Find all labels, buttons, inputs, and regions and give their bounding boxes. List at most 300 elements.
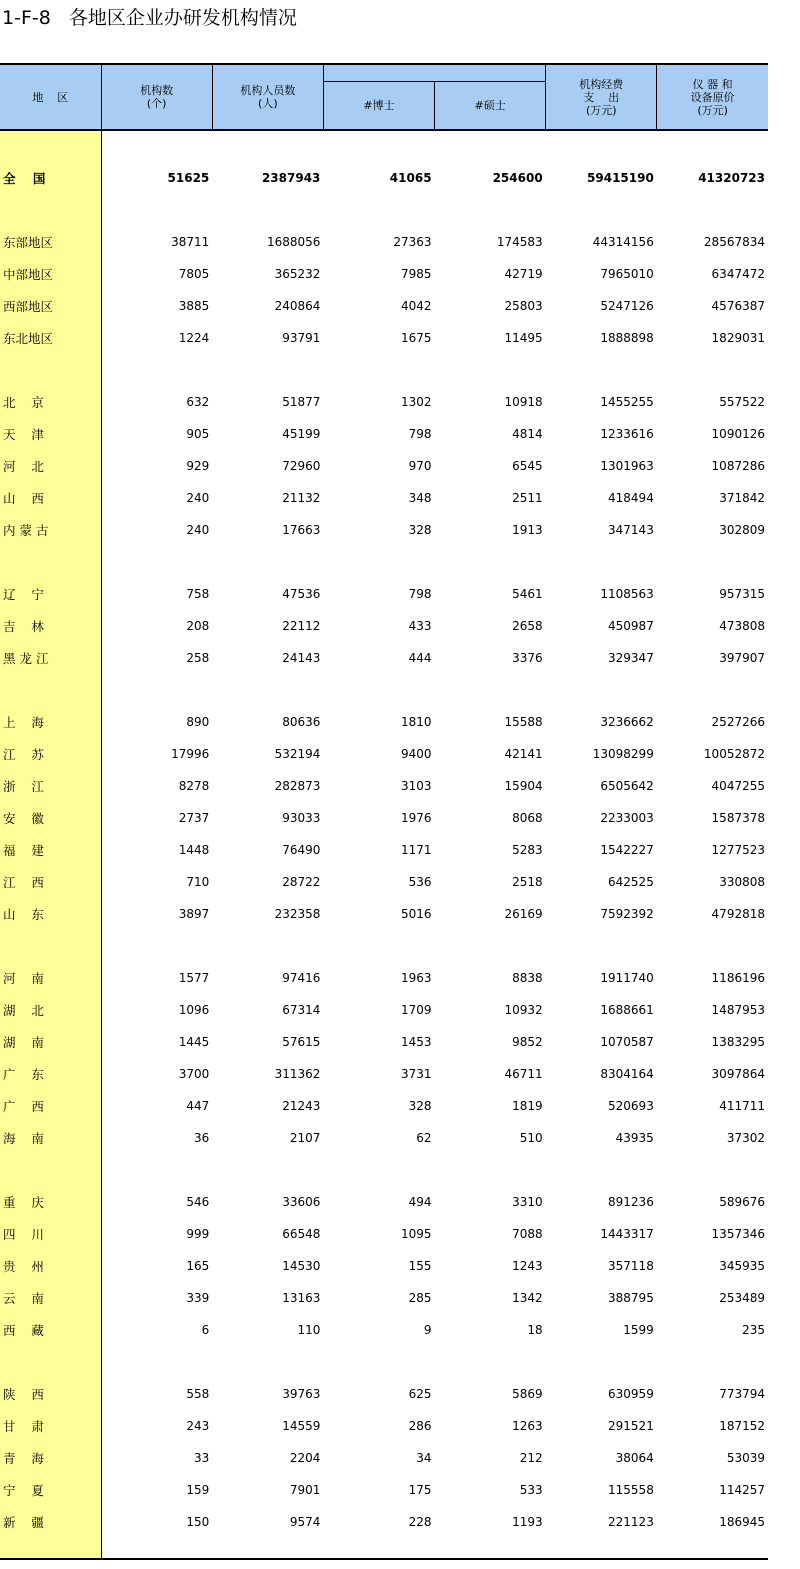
spacer-cell [212, 1154, 323, 1186]
equipment-cell: 3097864 [711, 1067, 765, 1081]
phd-cell: 285 [408, 1291, 432, 1305]
table-row [0, 514, 768, 546]
data-table-container [0, 63, 768, 1560]
spacer-cell [101, 1538, 212, 1559]
personnel-cell: 9574 [289, 1515, 321, 1529]
spacer-cell [212, 1538, 323, 1559]
region-name-cell: 山 东 [0, 898, 101, 930]
masters-cell: 2518 [512, 875, 543, 889]
phd-cell: 348 [408, 491, 432, 505]
expenditure-cell: 43935 [615, 1131, 654, 1145]
table-row [0, 322, 768, 354]
region-name-cell: 贵 州 [0, 1250, 101, 1282]
spacer-name-cell [0, 130, 101, 162]
masters-cell: 7088 [512, 1227, 543, 1241]
spacer-cell [323, 194, 434, 226]
spacer-cell [435, 674, 546, 706]
spacer-cell [657, 354, 768, 386]
personnel-cell: 21243 [282, 1099, 321, 1113]
spacer-cell [657, 930, 768, 962]
table-row [0, 1506, 768, 1538]
spacer-cell [657, 1538, 768, 1559]
spacer-cell [101, 930, 212, 962]
expenditure-cell: 1233616 [600, 427, 654, 441]
table-row [0, 1442, 768, 1474]
region-name-cell: 宁 夏 [0, 1474, 101, 1506]
table-row [0, 226, 768, 258]
phd-cell: 494 [408, 1195, 432, 1209]
table-row [0, 1122, 768, 1154]
expenditure-cell: 1688661 [600, 1003, 654, 1017]
spacer-cell [323, 1154, 434, 1186]
masters-cell: 510 [519, 1131, 543, 1145]
masters-cell: 1263 [512, 1419, 543, 1433]
masters-cell: 15588 [504, 715, 543, 729]
institutions-cell: 339 [186, 1291, 210, 1305]
spacer-cell [546, 674, 657, 706]
expenditure-cell: 44314156 [592, 235, 654, 249]
table-row [0, 1218, 768, 1250]
header-personnel-subgroup [323, 64, 545, 82]
masters-cell: 1193 [512, 1515, 543, 1529]
spacer-name-cell [0, 546, 101, 578]
personnel-cell: 311362 [274, 1067, 321, 1081]
spacer-cell [546, 546, 657, 578]
institutions-cell: 7805 [178, 267, 210, 281]
region-name-cell: 湖 南 [0, 1026, 101, 1058]
phd-cell: 970 [408, 459, 432, 473]
masters-cell: 3376 [512, 651, 543, 665]
expenditure-cell: 6505642 [600, 779, 654, 793]
equipment-cell: 1186196 [711, 971, 765, 985]
equipment-cell: 6347472 [711, 267, 765, 281]
spacer-cell [101, 674, 212, 706]
masters-cell: 25803 [504, 299, 543, 313]
spacer-cell [212, 194, 323, 226]
masters-cell: 8838 [512, 971, 543, 985]
personnel-cell: 240864 [274, 299, 321, 313]
expenditure-cell: 1455255 [600, 395, 654, 409]
table-row [0, 1378, 768, 1410]
personnel-cell: 66548 [282, 1227, 321, 1241]
expenditure-cell: 8304164 [600, 1067, 654, 1081]
equipment-cell: 28567834 [703, 235, 765, 249]
region-name-cell: 重 庆 [0, 1186, 101, 1218]
masters-cell: 1342 [512, 1291, 543, 1305]
region-name-cell: 吉 林 [0, 610, 101, 642]
spacer-cell [435, 546, 546, 578]
region-name-cell: 安 徽 [0, 802, 101, 834]
masters-cell: 42719 [504, 267, 543, 281]
institutions-cell: 710 [186, 875, 210, 889]
equipment-cell: 1487953 [711, 1003, 765, 1017]
spacer-cell [323, 354, 434, 386]
spacer-cell [323, 546, 434, 578]
equipment-cell: 1383295 [711, 1035, 765, 1049]
institutions-cell: 3897 [178, 907, 210, 921]
personnel-cell: 45199 [282, 427, 321, 441]
table-row [0, 290, 768, 322]
region-name-cell: 福 建 [0, 834, 101, 866]
institutions-cell: 33 [193, 1451, 210, 1465]
spacer-cell [435, 930, 546, 962]
equipment-cell: 302809 [719, 523, 765, 537]
masters-cell: 254600 [492, 171, 543, 185]
personnel-cell: 2107 [289, 1131, 321, 1145]
header-expenditure-line1: 机构经费 [579, 77, 624, 91]
masters-cell: 1243 [512, 1259, 543, 1273]
region-name-cell: 四 川 [0, 1218, 101, 1250]
masters-cell: 26169 [504, 907, 543, 921]
region-name-cell: 广 西 [0, 1090, 101, 1122]
region-name-cell: 黑 龙 江 [0, 642, 101, 674]
spacer-cell [323, 1538, 434, 1559]
equipment-cell: 1357346 [711, 1227, 765, 1241]
institutions-cell: 240 [186, 491, 210, 505]
region-name-cell: 云 南 [0, 1282, 101, 1314]
spacer-name-cell [0, 1154, 101, 1186]
spacer-cell [657, 194, 768, 226]
phd-cell: 62 [416, 1131, 432, 1145]
equipment-cell: 2527266 [711, 715, 765, 729]
equipment-cell: 187152 [719, 1419, 765, 1433]
header-personnel [212, 64, 323, 130]
table-row [0, 1282, 768, 1314]
institutions-cell: 758 [186, 587, 210, 601]
institutions-cell: 1448 [178, 843, 210, 857]
institutions-cell: 8278 [178, 779, 210, 793]
institutions-cell: 258 [186, 651, 210, 665]
header-expenditure-unit: (万元) [585, 103, 617, 117]
equipment-cell: 10052872 [703, 747, 765, 761]
equipment-cell: 53039 [726, 1451, 765, 1465]
header-equipment-unit: (万元) [697, 103, 728, 117]
equipment-cell: 4047255 [711, 779, 765, 793]
spacer-cell [323, 130, 434, 162]
masters-cell: 18 [527, 1323, 543, 1337]
institutions-cell: 1577 [178, 971, 210, 985]
header-institutions-label: 机构数 [140, 84, 174, 97]
table-row [0, 1250, 768, 1282]
table-row [0, 482, 768, 514]
table-body [0, 130, 768, 1559]
spacer-cell [657, 130, 768, 162]
personnel-cell: 93033 [282, 811, 321, 825]
personnel-cell: 1688056 [266, 235, 321, 249]
region-name-cell: 西部地区 [0, 290, 101, 322]
masters-cell: 15904 [504, 779, 543, 793]
region-name-cell: 中部地区 [0, 258, 101, 290]
table-title: 1-F-8 各地区企业办研发机构情况 [2, 7, 297, 29]
region-name-cell: 东北地区 [0, 322, 101, 354]
spacer-cell [101, 1154, 212, 1186]
expenditure-cell: 1070587 [600, 1035, 654, 1049]
table-row [0, 1314, 768, 1346]
institutions-cell: 159 [186, 1483, 210, 1497]
masters-cell: 42141 [504, 747, 543, 761]
institutions-cell: 999 [186, 1227, 210, 1241]
header-personnel-label: 机构人员数 [240, 84, 296, 97]
region-name-cell: 上 海 [0, 706, 101, 738]
equipment-cell: 4792818 [711, 907, 765, 921]
table-row [0, 898, 768, 930]
masters-cell: 3310 [512, 1195, 543, 1209]
phd-cell: 286 [408, 1419, 432, 1433]
institutions-cell: 558 [186, 1387, 210, 1401]
expenditure-cell: 59415190 [587, 171, 654, 185]
institutions-cell: 36 [193, 1131, 210, 1145]
personnel-cell: 97416 [282, 971, 321, 985]
data-table [0, 63, 768, 1560]
spacer-cell [323, 1346, 434, 1378]
total-row [0, 162, 768, 194]
region-name-cell: 浙 江 [0, 770, 101, 802]
expenditure-cell: 291521 [608, 1419, 654, 1433]
personnel-cell: 28722 [282, 875, 321, 889]
masters-cell: 6545 [512, 459, 543, 473]
equipment-cell: 345935 [719, 1259, 765, 1273]
phd-cell: 798 [408, 587, 432, 601]
region-name-cell: 天 津 [0, 418, 101, 450]
spacer-name-cell [0, 1538, 101, 1559]
expenditure-cell: 1542227 [600, 843, 654, 857]
equipment-cell: 1587378 [711, 811, 765, 825]
spacer-cell [323, 674, 434, 706]
spacer-cell [101, 1346, 212, 1378]
table-row [0, 610, 768, 642]
table-header [0, 64, 768, 130]
personnel-cell: 2204 [289, 1451, 321, 1465]
region-name-cell: 甘 肃 [0, 1410, 101, 1442]
phd-cell: 536 [408, 875, 432, 889]
institutions-cell: 2737 [178, 811, 210, 825]
table-row [0, 1090, 768, 1122]
personnel-cell: 21132 [282, 491, 321, 505]
phd-cell: 4042 [401, 299, 432, 313]
expenditure-cell: 221123 [608, 1515, 654, 1529]
expenditure-cell: 38064 [615, 1451, 654, 1465]
table-row [0, 450, 768, 482]
table-row [0, 386, 768, 418]
personnel-cell: 2387943 [261, 171, 321, 185]
region-name-cell: 西 藏 [0, 1314, 101, 1346]
phd-cell: 1810 [401, 715, 432, 729]
spacer-row [0, 546, 768, 578]
institutions-cell: 6 [201, 1323, 210, 1337]
personnel-cell: 76490 [282, 843, 321, 857]
spacer-row [0, 354, 768, 386]
spacer-cell [212, 674, 323, 706]
institutions-cell: 929 [186, 459, 210, 473]
institutions-cell: 51625 [167, 171, 210, 185]
spacer-cell [546, 1538, 657, 1559]
expenditure-cell: 7965010 [600, 267, 654, 281]
header-masters: #硕士 [435, 82, 546, 131]
expenditure-cell: 115558 [608, 1483, 654, 1497]
institutions-cell: 632 [186, 395, 210, 409]
expenditure-cell: 1911740 [600, 971, 654, 985]
phd-cell: 175 [408, 1483, 432, 1497]
equipment-cell: 473808 [719, 619, 765, 633]
phd-cell: 3103 [401, 779, 432, 793]
spacer-row [0, 930, 768, 962]
expenditure-cell: 520693 [608, 1099, 654, 1113]
equipment-cell: 411711 [719, 1099, 765, 1113]
institutions-cell: 3700 [178, 1067, 210, 1081]
equipment-cell: 557522 [719, 395, 765, 409]
region-name-cell: 河 南 [0, 962, 101, 994]
table-row [0, 258, 768, 290]
expenditure-cell: 388795 [608, 1291, 654, 1305]
personnel-cell: 22112 [282, 619, 321, 633]
phd-cell: 328 [408, 523, 432, 537]
region-name-cell: 河 北 [0, 450, 101, 482]
masters-cell: 9852 [512, 1035, 543, 1049]
institutions-cell: 1224 [178, 331, 210, 345]
institutions-cell: 240 [186, 523, 210, 537]
phd-cell: 34 [416, 1451, 432, 1465]
phd-cell: 1171 [401, 843, 432, 857]
spacer-row [0, 1538, 768, 1559]
expenditure-cell: 630959 [608, 1387, 654, 1401]
header-expenditure [546, 64, 657, 130]
equipment-cell: 37302 [726, 1131, 765, 1145]
equipment-cell: 1087286 [711, 459, 765, 473]
equipment-cell: 957315 [719, 587, 765, 601]
region-name-cell: 东部地区 [0, 226, 101, 258]
masters-cell: 2511 [512, 491, 543, 505]
table-row [0, 770, 768, 802]
phd-cell: 1302 [401, 395, 432, 409]
personnel-cell: 80636 [282, 715, 321, 729]
expenditure-cell: 418494 [608, 491, 654, 505]
spacer-cell [212, 130, 323, 162]
expenditure-cell: 347143 [608, 523, 654, 537]
expenditure-cell: 1108563 [600, 587, 654, 601]
phd-cell: 9400 [401, 747, 432, 761]
personnel-cell: 93791 [282, 331, 321, 345]
masters-cell: 533 [519, 1483, 543, 1497]
spacer-cell [657, 674, 768, 706]
personnel-cell: 47536 [282, 587, 321, 601]
table-row [0, 802, 768, 834]
spacer-cell [657, 1346, 768, 1378]
institutions-cell: 1096 [178, 1003, 210, 1017]
header-phd: #博士 [323, 82, 434, 131]
spacer-name-cell [0, 930, 101, 962]
spacer-cell [101, 194, 212, 226]
region-name-cell: 青 海 [0, 1442, 101, 1474]
phd-cell: 433 [408, 619, 432, 633]
equipment-cell: 589676 [719, 1195, 765, 1209]
table-row [0, 418, 768, 450]
institutions-cell: 243 [186, 1419, 210, 1433]
equipment-cell: 253489 [719, 1291, 765, 1305]
spacer-cell [435, 1538, 546, 1559]
equipment-cell: 235 [742, 1323, 765, 1337]
phd-cell: 5016 [401, 907, 432, 921]
table-row [0, 1186, 768, 1218]
table-row [0, 994, 768, 1026]
spacer-row [0, 130, 768, 162]
masters-cell: 10932 [504, 1003, 543, 1017]
header-equipment-line1: 仪 器 和 [692, 77, 733, 91]
spacer-row [0, 674, 768, 706]
masters-cell: 5461 [512, 587, 543, 601]
region-name-cell: 辽 宁 [0, 578, 101, 610]
header-institutions-unit: (个) [146, 97, 167, 110]
region-name-cell: 山 西 [0, 482, 101, 514]
expenditure-cell: 1599 [623, 1323, 654, 1337]
masters-cell: 8068 [512, 811, 543, 825]
region-name-cell: 广 东 [0, 1058, 101, 1090]
personnel-cell: 14559 [282, 1419, 321, 1433]
phd-cell: 9 [423, 1323, 432, 1337]
phd-cell: 328 [408, 1099, 432, 1113]
spacer-cell [212, 1346, 323, 1378]
equipment-cell: 41320723 [698, 171, 765, 185]
phd-cell: 1675 [401, 331, 432, 345]
header-equipment-line2: 设备原价 [690, 90, 735, 104]
spacer-cell [435, 1346, 546, 1378]
region-name-cell: 江 西 [0, 866, 101, 898]
institutions-cell: 546 [186, 1195, 210, 1209]
personnel-cell: 7901 [289, 1483, 321, 1497]
header-personnel-unit: (人) [258, 97, 278, 110]
spacer-cell [101, 546, 212, 578]
phd-cell: 444 [408, 651, 432, 665]
personnel-cell: 14530 [282, 1259, 321, 1273]
spacer-row [0, 1154, 768, 1186]
table-row [0, 578, 768, 610]
expenditure-cell: 5247126 [600, 299, 654, 313]
region-name-cell: 江 苏 [0, 738, 101, 770]
masters-cell: 11495 [504, 331, 543, 345]
spacer-cell [101, 130, 212, 162]
personnel-cell: 67314 [282, 1003, 321, 1017]
masters-cell: 46711 [504, 1067, 543, 1081]
masters-cell: 212 [519, 1451, 543, 1465]
phd-cell: 27363 [393, 235, 432, 249]
spacer-cell [212, 930, 323, 962]
phd-cell: 1963 [401, 971, 432, 985]
phd-cell: 155 [408, 1259, 432, 1273]
expenditure-cell: 891236 [608, 1195, 654, 1209]
personnel-cell: 33606 [282, 1195, 321, 1209]
masters-cell: 5869 [512, 1387, 543, 1401]
spacer-name-cell [0, 354, 101, 386]
equipment-cell: 397907 [719, 651, 765, 665]
expenditure-cell: 2233003 [600, 811, 654, 825]
spacer-cell [435, 130, 546, 162]
masters-cell: 1819 [512, 1099, 543, 1113]
spacer-cell [546, 354, 657, 386]
spacer-cell [546, 1346, 657, 1378]
equipment-cell: 1277523 [711, 843, 765, 857]
phd-cell: 3731 [401, 1067, 432, 1081]
table-row [0, 1026, 768, 1058]
region-name-cell: 湖 北 [0, 994, 101, 1026]
personnel-cell: 365232 [274, 267, 321, 281]
region-name-cell: 北 京 [0, 386, 101, 418]
header-expenditure-line2: 支 出 [583, 90, 620, 104]
equipment-cell: 186945 [719, 1515, 765, 1529]
equipment-cell: 1829031 [711, 331, 765, 345]
phd-cell: 7985 [401, 267, 432, 281]
spacer-cell [435, 354, 546, 386]
table-row [0, 866, 768, 898]
region-name-cell: 内 蒙 古 [0, 514, 101, 546]
